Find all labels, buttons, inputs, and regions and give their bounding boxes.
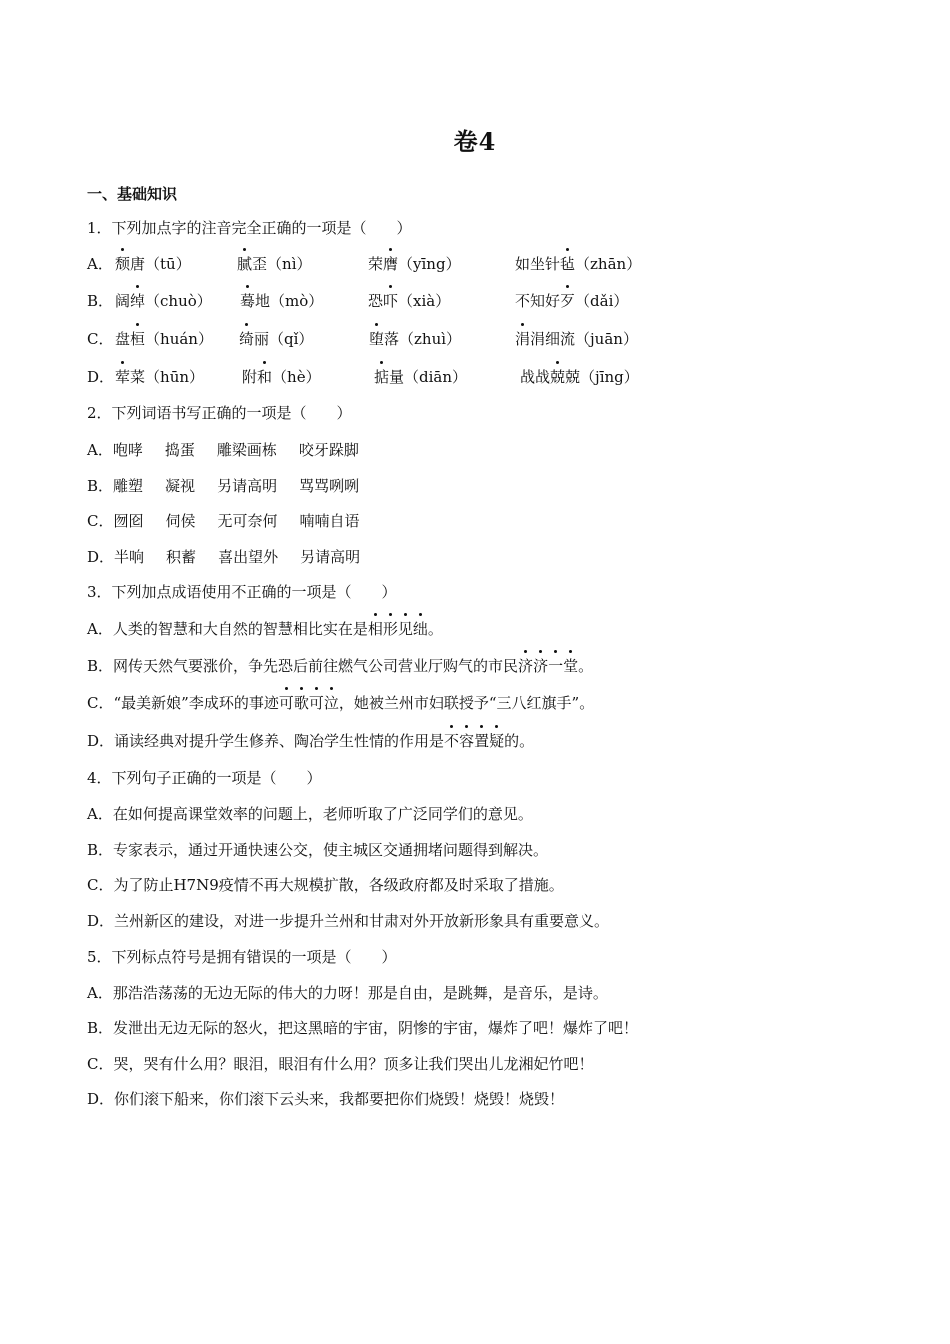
pinyin-item: 附和（hè） <box>242 368 321 386</box>
dotted-char: 相 <box>367 620 383 638</box>
question-2-option-c[interactable]: C．囫囵 伺侯 无可奈何 喃喃自语 <box>87 512 360 530</box>
section-title: 一、基础知识 <box>87 185 178 203</box>
dotted-char: 泣 <box>323 694 339 712</box>
question-3-option-a[interactable]: A．人类的智慧和大自然的智慧相比实在是相形见绌。 <box>87 620 443 638</box>
question-4-option-d[interactable]: D．兰州新区的建设，对进一步提升兰州和甘肃对外开放新形象具有重要意义。 <box>87 912 610 930</box>
dotted-char: 济 <box>518 657 534 675</box>
pinyin-item: 绮丽（qǐ） <box>239 330 314 348</box>
dotted-idiom <box>444 732 504 750</box>
pinyin-item: 腻歪（nì） <box>237 255 312 273</box>
dotted-char: 济 <box>533 657 549 675</box>
question-5-option-a[interactable]: A．那浩浩荡荡的无边无际的伟大的力呀！那是自由，是跳舞，是音乐，是诗。 <box>87 984 608 1002</box>
dotted-char: 疑 <box>489 732 505 750</box>
question-1-stem: 1．下列加点字的注音完全正确的一项是（ ） <box>87 219 412 237</box>
dotted-char: 堂 <box>563 657 579 675</box>
pinyin-item: 盘桓（huán） <box>115 330 213 348</box>
dotted-char: 不 <box>444 732 460 750</box>
pinyin-item: 如坐针毡（zhān） <box>515 255 642 273</box>
question-3-stem: 3．下列加点成语使用不正确的一项是（ ） <box>87 583 397 601</box>
question-3-option-d[interactable]: D．诵读经典对提升学生修养、陶冶学生性情的作用是不容置疑的。 <box>87 732 535 750</box>
question-2-option-a[interactable]: A．咆哮 捣蛋 雕梁画栋 咬牙跺脚 <box>87 441 359 459</box>
dotted-char: 歌 <box>293 694 309 712</box>
question-2-stem: 2．下列词语书写正确的一项是（ ） <box>87 404 352 422</box>
question-5-stem: 5．下列标点符号是拥有错误的一项是（ ） <box>87 948 397 966</box>
question-3-option-c[interactable]: C．“最美新娘”李成环的事迹可歌可泣，她被兰州市妇联授予“三八红旗手”。 <box>87 694 595 712</box>
dotted-char: 可 <box>308 694 324 712</box>
dotted-char: 形 <box>382 620 398 638</box>
dotted-idiom <box>368 620 428 638</box>
option-label: D． <box>87 368 115 386</box>
dotted-char: 绌 <box>412 620 428 638</box>
option-label: C． <box>87 330 114 348</box>
pinyin-item: 堕落（zhuì） <box>369 330 462 348</box>
question-4-option-b[interactable]: B．专家表示，通过开通快速公交，使主城区交通拥堵问题得到解决。 <box>87 841 549 859</box>
pinyin-item: 荤菜（hūn） <box>115 368 205 386</box>
dotted-char: 容 <box>459 732 475 750</box>
question-2-option-d[interactable]: D．半响 积蓄 喜出望外 另请高明 <box>87 548 361 566</box>
question-3-option-b[interactable]: B．网传天然气要涨价，争先恐后前往燃气公司营业厅购气的市民济济一堂。 <box>87 657 594 675</box>
pinyin-item: 战战兢兢（jīng） <box>520 368 639 386</box>
page-title: 卷4 <box>453 127 497 156</box>
option-label: A． <box>87 255 113 273</box>
question-4-option-c[interactable]: C．为了防止H7N9疫情不再大规模扩散，各级政府都及时采取了措施。 <box>87 876 564 894</box>
pinyin-item: 不知好歹（dǎi） <box>515 292 629 310</box>
pinyin-item: 掂量（diān） <box>374 368 468 386</box>
dotted-char: 置 <box>474 732 490 750</box>
pinyin-item: 阔绰（chuò） <box>115 292 212 310</box>
question-5-option-d[interactable]: D．你们滚下船来，你们滚下云头来，我都要把你们烧毁！烧毁！烧毁！ <box>87 1090 565 1108</box>
option-label: B． <box>87 292 114 310</box>
pinyin-item: 颓唐（tū） <box>115 255 191 273</box>
dotted-idiom <box>518 657 578 675</box>
pinyin-item: 蓦地（mò） <box>240 292 324 310</box>
dotted-idiom <box>279 694 339 712</box>
dotted-char: 见 <box>397 620 413 638</box>
pinyin-item: 荣膺（yīng） <box>368 255 461 273</box>
question-4-option-a[interactable]: A．在如何提高课堂效率的问题上，老师听取了广泛同学们的意见。 <box>87 805 533 823</box>
dotted-char: 可 <box>278 694 294 712</box>
question-5-option-b[interactable]: B．发泄出无边无际的怒火，把这黑暗的宇宙，阴惨的宇宙，爆炸了吧！爆炸了吧！ <box>87 1019 639 1037</box>
dotted-char: 一 <box>548 657 564 675</box>
question-2-option-b[interactable]: B．雕塑 凝视 另请高明 骂骂咧咧 <box>87 477 360 495</box>
question-4-stem: 4．下列句子正确的一项是（ ） <box>87 769 322 787</box>
pinyin-item: 恐吓（xià） <box>368 292 451 310</box>
pinyin-item: 涓涓细流（juān） <box>515 330 638 348</box>
question-5-option-c[interactable]: C．哭，哭有什么用？眼泪，眼泪有什么用？顶多让我们哭出儿龙湘妃竹吧！ <box>87 1055 594 1073</box>
